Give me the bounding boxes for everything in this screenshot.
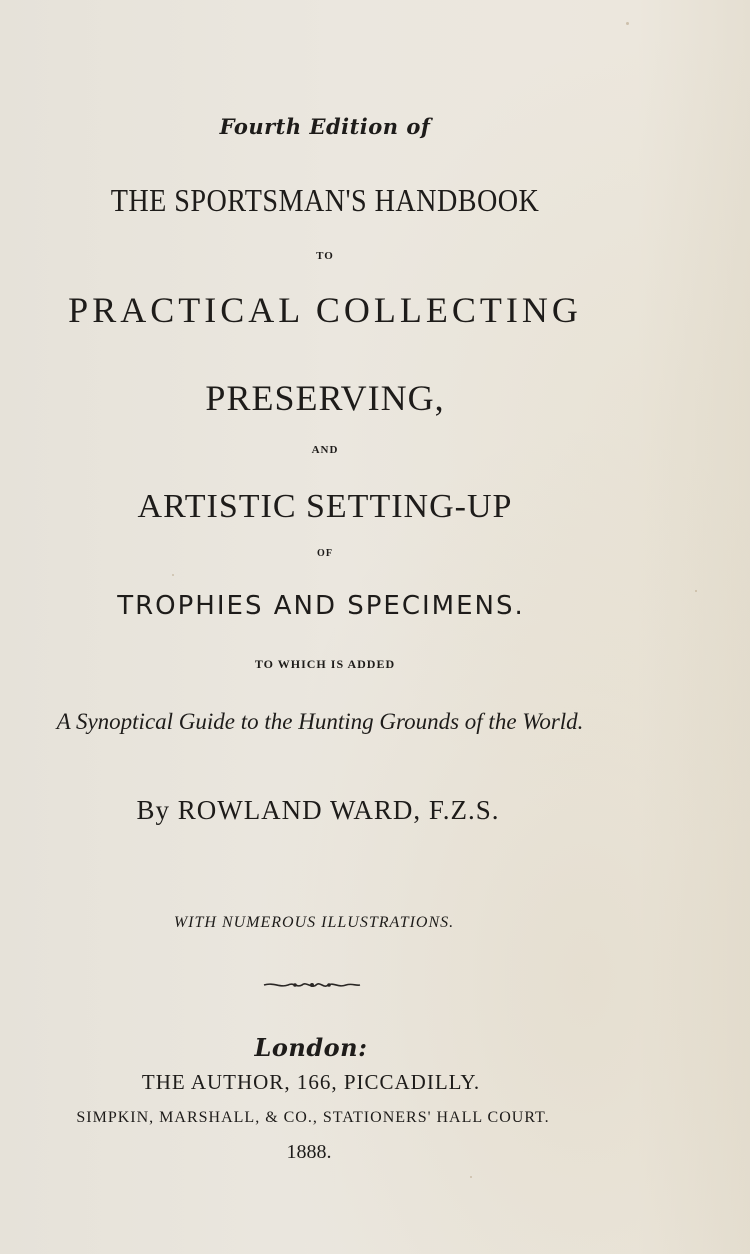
paper-speck	[172, 574, 174, 576]
title-line-5: TROPHIES AND SPECIMENS.	[117, 591, 525, 621]
illustrations-line: WITH NUMEROUS ILLUSTRATIONS.	[173, 914, 455, 931]
title-line-1: THE SPORTSMAN'S HANDBOOK	[110, 182, 540, 218]
publisher-line-2: SIMPKIN, MARSHALL, & CO., STATIONERS' HALL COURT.	[76, 1109, 550, 1126]
edition-line: Fourth Edition of	[219, 114, 431, 139]
publisher-line-1: THE AUTHOR, 166, PICCADILLY.	[141, 1070, 481, 1094]
imprint-city: London:	[254, 1033, 368, 1062]
ornament-flourish-icon	[262, 978, 362, 992]
added-line: TO WHICH IS ADDED	[254, 657, 396, 671]
paper-speck	[626, 22, 629, 25]
year-line: 1888.	[286, 1141, 332, 1163]
paper-speck	[470, 1176, 472, 1178]
title-line-3: PRESERVING,	[205, 378, 445, 418]
author-line: By ROWLAND WARD, F.Z.S.	[136, 795, 500, 825]
paper-speck	[695, 590, 697, 592]
connector-of: OF	[317, 548, 333, 559]
connector-and: AND	[311, 444, 339, 456]
subtitle-line: A Synoptical Guide to the Hunting Grounds of the World.	[56, 709, 584, 734]
title-line-2: PRACTICAL COLLECTING	[68, 290, 582, 330]
connector-to: TO	[316, 250, 334, 262]
title-line-4: ARTISTIC SETTING-UP	[137, 488, 513, 525]
